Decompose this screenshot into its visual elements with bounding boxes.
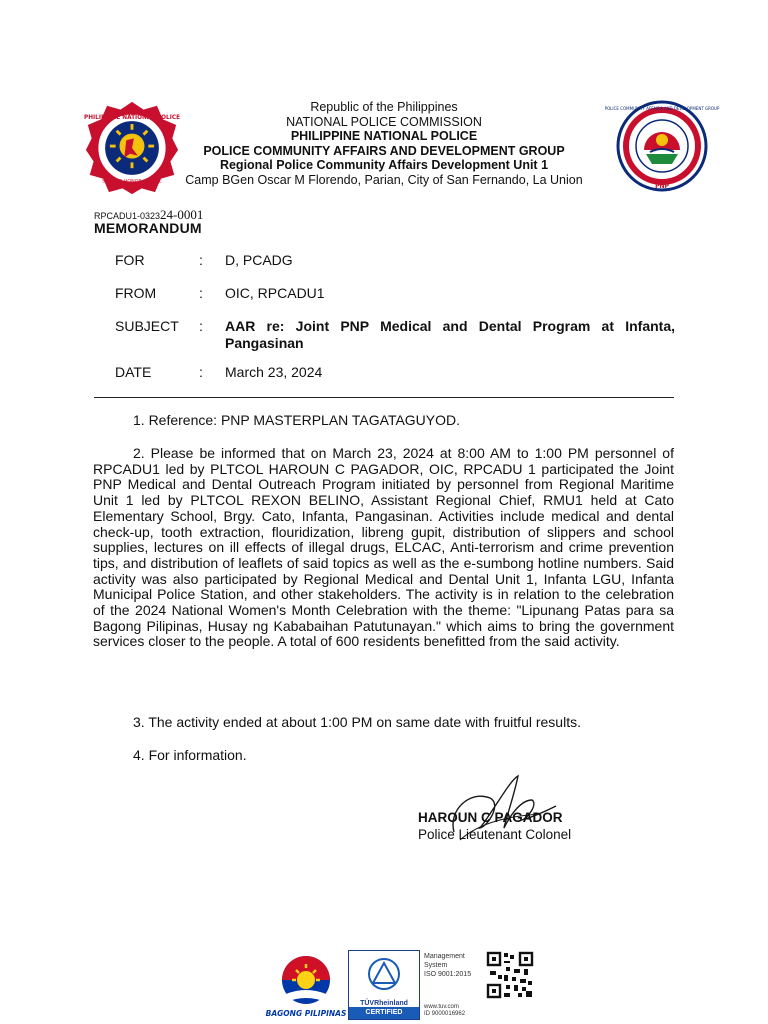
body-paragraph-2-text: 2. Please be informed that on March 23, 2024 at 8:00 AM to 1:00 PM personnel of RPCADU1 led by PLTCOL HAROUN C PAGADOR, OIC, RPCADU 1 participated the Joint PNP Medical and Dental Outreach Program initiated by personnel from Regional Maritime Unit 1 led by PLTCOL REXON BELINO, Assistant Regional Chief, RMU1 held at Cato Elementary School, Brgy. Cato, Infanta, Pangasinan. Activities include medical and dental check-up, tooth extraction, flouridization, libreng gupit, distribution of slippers and school supplies, lectures on ill effects of illegal drugs, ELCAC, Anti-terrorism and crime prevention tips, and distribution of leaflets of said topics as well as the e-sumbong hotline numbers. Said activity was also participated by Regional Medical and Dental Unit 1, Infanta LGU, Infanta Municipal Police Station, and other stakeholders. The activity is in relation to the celebration of the 2024 National Women's Month Celebration with the theme: "Lipunang Patas para sa Bagong Pilipinas, Husay ng Kababaihan Patutunayan." which aims to bring the government services closer to the people. A total of 600 residents benefitted from the said activity. xyxy=(93,445,674,650)
pnp-seal-motto: SERVICE HONOR JUSTICE xyxy=(102,179,162,185)
memo-reference-serial: 24-0001 xyxy=(160,207,204,222)
memo-field-colon: : xyxy=(199,252,203,268)
pcadg-seal-text: POLICE COMMUNITY AFFAIRS AND DEVELOPMENT GROUP xyxy=(604,106,720,111)
signatory-name: HAROUN C PAGADOR xyxy=(418,810,563,825)
tuv-website: www.tuv.com xyxy=(424,1004,459,1010)
body-paragraph-1 xyxy=(93,413,674,429)
body-paragraph-3 xyxy=(93,715,674,731)
management-line-3: ISO 9001:2015 xyxy=(424,971,472,978)
bagong-pilipinas-text: BAGONG PILIPINAS xyxy=(265,1009,347,1018)
letterhead-line-2: NATIONAL POLICE COMMISSION xyxy=(286,114,482,129)
pcadg-seal-bottom-text: PNP xyxy=(655,183,669,190)
memo-field-value: AAR re: Joint PNP Medical and Dental Program at Infanta, Pangasinan xyxy=(225,318,675,351)
tuv-certification-badge xyxy=(348,950,420,1020)
management-system-label xyxy=(424,952,484,979)
body-paragraph-4 xyxy=(93,748,674,764)
memo-field-label: FOR xyxy=(115,252,145,268)
body-paragraph-2 xyxy=(93,446,674,650)
body-paragraph-1-text: 1. Reference: PNP MASTERPLAN TAGATAGUYOD. xyxy=(133,412,461,428)
tuv-website-info xyxy=(424,1004,465,1018)
pnp-seal-text: PHILIPPINE NATIONAL POLICE xyxy=(83,115,181,122)
pnp-seal-logo xyxy=(84,100,180,196)
tuv-name: TÜVRheinland xyxy=(360,1000,408,1007)
tuv-triangle-icon xyxy=(365,957,403,991)
tuv-certified-label: CERTIFIED xyxy=(349,1007,419,1019)
tuv-certificate-id: ID 9000016962 xyxy=(424,1011,466,1017)
management-line-1: Management xyxy=(424,953,465,960)
qr-code-icon xyxy=(486,951,534,999)
memo-field-value: D, PCADG xyxy=(225,252,293,268)
memo-field-label: FROM xyxy=(115,285,157,301)
memo-field-label: SUBJECT xyxy=(115,318,179,334)
bagong-pilipinas-logo xyxy=(264,950,348,1022)
memo-title: MEMORANDUM xyxy=(94,220,202,236)
memo-reference-prefix: RPCADU1-0323 xyxy=(94,211,161,221)
letterhead-line-1: Republic of the Philippines xyxy=(310,100,458,114)
letterhead xyxy=(170,100,598,187)
management-line-2: System xyxy=(424,962,448,969)
signatory-rank: Police Lieutenant Colonel xyxy=(418,827,572,842)
memo-field-value: OIC, RPCADU1 xyxy=(225,285,325,301)
memo-field-colon: : xyxy=(199,318,203,334)
memo-field-colon: : xyxy=(199,364,203,380)
memo-field-value: March 23, 2024 xyxy=(225,364,323,380)
body-paragraph-3-text: 3. The activity ended at about 1:00 PM on same date with fruitful results. xyxy=(133,714,581,730)
letterhead-line-6: Camp BGen Oscar M Florendo, Parian, City of San Fernando, La Union xyxy=(185,172,583,187)
memo-field-label: DATE xyxy=(115,364,152,380)
memo-field-colon: : xyxy=(199,285,203,301)
letterhead-line-4: POLICE COMMUNITY AFFAIRS AND DEVELOPMENT GROUP xyxy=(203,143,565,158)
pcadg-seal-logo xyxy=(604,100,720,192)
letterhead-line-3: PHILIPPINE NATIONAL POLICE xyxy=(290,129,478,143)
letterhead-line-5: Regional Police Community Affairs Development Unit 1 xyxy=(219,158,549,172)
header-divider xyxy=(94,397,674,398)
body-paragraph-4-text: 4. For information. xyxy=(133,747,247,763)
